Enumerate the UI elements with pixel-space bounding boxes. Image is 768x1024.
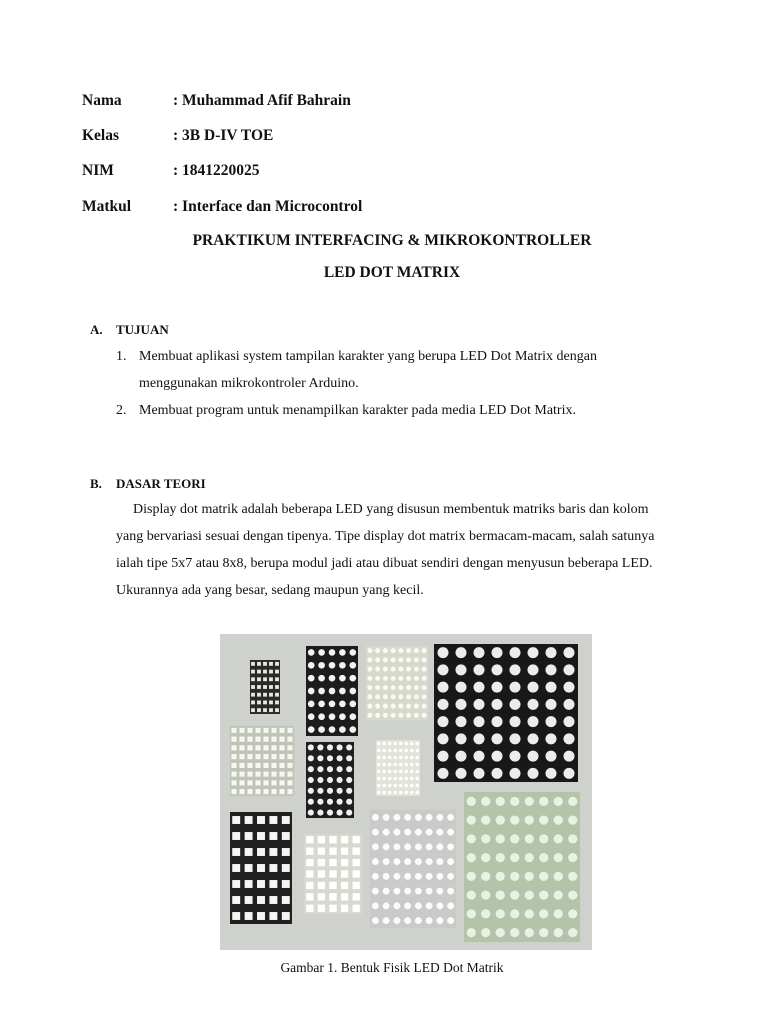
section-b-heading: DASAR TEORI — [116, 476, 206, 491]
paragraph-line: ialah tipe 5x7 atau 8x8, berupa modul jadi atau dibuat sendiri dengan menyusun beberapa LED. — [116, 556, 653, 571]
led-matrix-module — [230, 812, 292, 924]
led-matrix-module — [306, 646, 358, 736]
section-a-letter: A. — [90, 322, 103, 337]
led-matrix-module — [366, 646, 428, 720]
list-item-text: Membuat aplikasi system tampilan karakter yang berupa LED Dot Matrix dengan — [139, 349, 597, 364]
led-modules-illustration — [220, 634, 592, 950]
list-item-text: Membuat program untuk menampilkan karakter pada media LED Dot Matrix. — [139, 403, 576, 418]
nim-label: NIM — [82, 162, 114, 179]
section-b-letter: B. — [90, 476, 102, 491]
course-label: Matkul — [82, 198, 132, 215]
figure-caption: Gambar 1. Bentuk Fisik LED Dot Matrik — [280, 960, 504, 975]
led-matrix-module — [376, 740, 420, 796]
led-dot-matrix-photo — [220, 634, 592, 950]
led-matrix-module — [434, 644, 578, 782]
paragraph-line: Display dot matrik adalah beberapa LED yang disusun membentuk matriks baris dan kolom — [133, 502, 649, 517]
list-item-number: 2. — [116, 403, 127, 418]
led-matrix-module — [250, 660, 280, 714]
led-matrix-module — [370, 810, 456, 928]
name-label: Nama — [82, 92, 122, 109]
course-value: : Interface dan Microcontrol — [173, 198, 363, 215]
list-item-text-cont: menggunakan mikrokontroler Arduino. — [139, 376, 359, 391]
led-matrix-module — [464, 792, 580, 942]
document-title: PRAKTIKUM INTERFACING & MIKROKONTROLLER — [192, 232, 592, 249]
section-a-heading: TUJUAN — [116, 322, 169, 337]
nim-value: : 1841220025 — [173, 162, 260, 179]
led-matrix-module — [306, 742, 354, 818]
document-subtitle: LED DOT MATRIX — [323, 264, 461, 281]
class-label: Kelas — [82, 127, 120, 144]
paragraph-line: Ukurannya ada yang besar, sedang maupun yang kecil. — [116, 583, 424, 598]
paragraph-line: yang bervariasi sesuai dengan tipenya. Tipe display dot matrix bermacam-macam, salah satunya — [116, 529, 655, 544]
led-matrix-module — [304, 834, 362, 914]
list-item-number: 1. — [116, 349, 127, 364]
name-value: : Muhammad Afif Bahrain — [173, 92, 351, 109]
led-matrix-module — [230, 726, 294, 796]
class-value: : 3B D-IV TOE — [173, 127, 274, 144]
